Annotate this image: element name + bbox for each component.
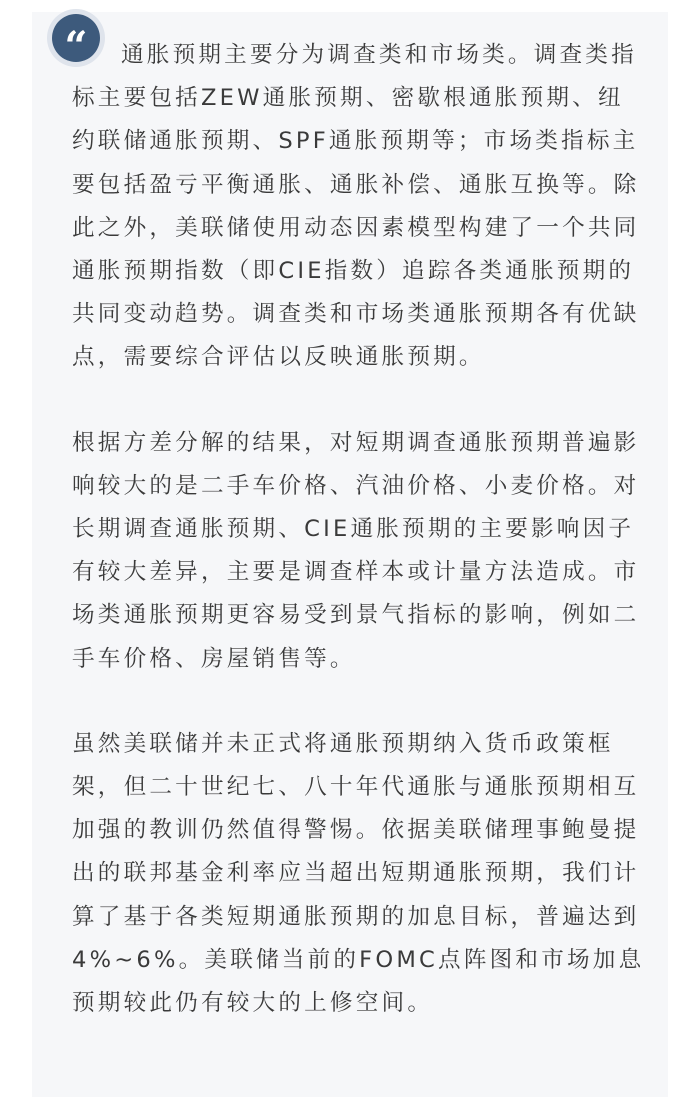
paragraph-3: 虽然美联储并未正式将通胀预期纳入货币政策框架，但二十世纪七、八十年代通胀与通胀预期相互加强的教训仍然值得警惕。依据美联储理事鲍曼提出的联邦基金利率应当超出短期通胀预期，我们计算了基于各类短期通胀预期的加息目标，普遍达到4%~6%。美联储当前的FOMC点阵图和市场加息预期较此仍有较大的上修空间。 <box>72 730 645 1017</box>
paragraph-1: 通胀预期主要分为调查类和市场类。调查类指标主要包括ZEW通胀预期、密歇根通胀预期、纽约联储通胀预期、SPF通胀预期等；市场类指标主要包括盈亏平衡通胀、通胀补偿、通胀互换等。除此之外，美联储使用动态因素模型构建了一个共同通胀预期指数（即CIE指数）追踪各类通胀预期的共同变动趋势。调查类和市场类通胀预期各有优缺点，需要综合评估以反映通胀预期。 <box>72 42 640 371</box>
paragraph-2: 根据方差分解的结果，对短期调查通胀预期普遍影响较大的是二手车价格、汽油价格、小麦价格。对长期调查通胀预期、CIE通胀预期的主要影响因子有较大差异，主要是调查样本或计量方法造成。市场类通胀预期更容易受到景气指标的影响，例如二手车价格、房屋销售等。 <box>72 429 640 672</box>
quote-icon: “ <box>52 14 100 62</box>
article-body <box>72 34 646 1025</box>
